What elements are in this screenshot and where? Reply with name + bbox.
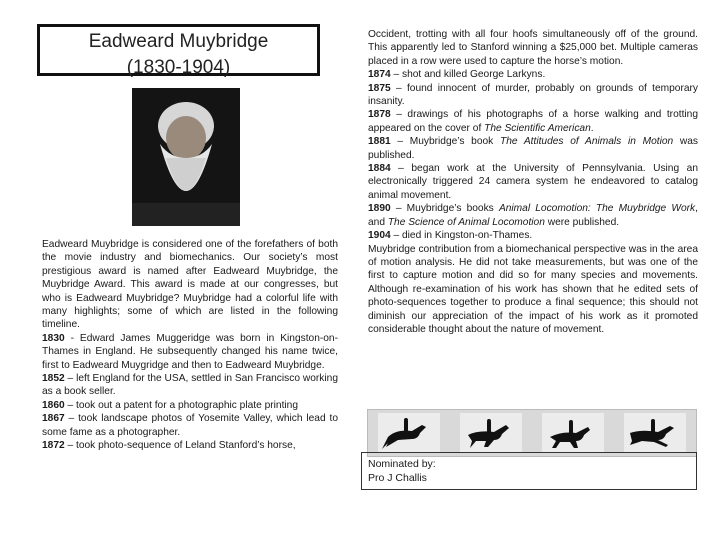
- intro-paragraph: Eadweard Muybridge is considered one of the forefathers of both the movie industry and biomechanics. Our society’s most prestigious award is named after Eadweard Muybridge, the Muybridge Award. This award is made at our congresses, but who is Eadweard Muybridge? Muybridge had a colorful life with many highlights; some of which are listed in the following timeline.: [42, 239, 338, 331]
- title-name: Eadweard Muybridge: [88, 31, 269, 52]
- continuation-paragraph: Occident, trotting with all four hoofs simultaneously off of the ground. This apparently led to Stanford winning a $25,000 bet. Multiple cameras placed in a row were used to capture the horse’s motion.: [368, 29, 698, 67]
- timeline-entry: [42, 399, 338, 412]
- timeline-entry: [368, 229, 698, 242]
- timeline-entry: [368, 202, 698, 229]
- portrait-photo: [132, 88, 240, 226]
- timeline-entry: [42, 372, 338, 399]
- title-box: [37, 24, 320, 76]
- horse-rider-icon: [378, 413, 440, 453]
- closing-paragraph: Muybridge contribution from a biomechanical perspective was in the area of motion analysis. He did not take measurements, but was one of the first to capture motion and did so for many species and movements. Although re-examination of his work has shown that he edited sets of photo-sequences together to produce a final sequence; this should not diminish our appreciation of the impact of his work as it promoted considerable thought about the nature of movement.: [368, 243, 698, 335]
- timeline-italic: The Attitudes of Animals in Motion: [499, 136, 674, 148]
- timeline-year: 1875: [368, 82, 391, 94]
- timeline-entry: [42, 412, 338, 439]
- timeline-text: – Muybridge’s books: [390, 203, 499, 215]
- horse-rider-icon: [624, 413, 686, 453]
- timeline-italic-2: The Science of Animal Locomotion: [387, 216, 545, 228]
- timeline-italic: The Scientific American: [484, 122, 591, 134]
- timeline-text: – Muybridge’s book: [390, 136, 500, 148]
- horse-frame: [378, 413, 440, 453]
- timeline-year: 1867: [42, 413, 65, 425]
- timeline-year: 1874: [368, 69, 391, 81]
- horse-rider-icon: [460, 413, 522, 453]
- timeline-text: – found innocent of murder, probably on grounds of temporary insanity.: [368, 82, 698, 108]
- timeline-entry: [368, 68, 698, 81]
- timeline-year: 1872: [42, 440, 65, 452]
- timeline-entry: [368, 108, 698, 135]
- timeline-year: 1890: [368, 203, 391, 215]
- horse-frame: [542, 413, 604, 453]
- timeline-year: 1881: [368, 136, 391, 148]
- timeline-text-after: , and: [368, 203, 698, 228]
- timeline-text-after-2: were published.: [544, 216, 620, 228]
- horse-frame: [460, 413, 522, 453]
- timeline-year: 1878: [368, 109, 391, 121]
- timeline-text: – began work at the University of Pennsylvania. Using an electronically triggered 24 camera system he endeavored to catalog animal movement.: [368, 163, 698, 201]
- timeline-year: 1860: [42, 399, 65, 411]
- timeline-text: – drawings of his photographs of a horse walking and trotting appeared on the cover of: [368, 109, 698, 134]
- horse-rider-icon: [542, 413, 604, 453]
- right-column-text: [368, 28, 698, 336]
- timeline-entry: [368, 135, 698, 162]
- horse-photo-sequence: [367, 409, 697, 457]
- timeline-year: 1830: [42, 332, 65, 344]
- timeline-text-after: .: [590, 122, 594, 134]
- timeline-text: – left England for the USA, settled in San Francisco working as a book seller.: [42, 373, 338, 398]
- timeline-text: - Edward James Muggeridge was born in Kingston-on-Thames in England. He subsequently changed his name twice, first to Eadweard Muygridge and then to Eadweard Muybridge.: [42, 332, 338, 371]
- nomination-box: [361, 452, 697, 490]
- timeline-text: – took landscape photos of Yosemite Valley, which lead to some fame as a photographer.: [42, 413, 338, 438]
- left-column-text: [42, 238, 338, 453]
- timeline-year: 1884: [368, 163, 391, 175]
- timeline-text: – took photo-sequence of Leland Stanford’s horse,: [64, 440, 296, 452]
- timeline-entry: [368, 162, 698, 202]
- horse-frame: [624, 413, 686, 453]
- title-years: (1830-1904): [126, 57, 231, 78]
- timeline-italic: Animal Locomotion: The Muybridge Work: [498, 203, 696, 215]
- timeline-year: 1852: [42, 373, 65, 385]
- timeline-year: 1904: [368, 230, 391, 242]
- timeline-entry: [42, 332, 338, 372]
- portrait-illustration: [132, 88, 240, 226]
- timeline-entry: [368, 82, 698, 109]
- timeline-text: – took out a patent for a photographic plate printing: [64, 399, 299, 411]
- timeline-entry: [42, 439, 338, 452]
- timeline-text-after: was published.: [368, 136, 698, 161]
- timeline-text: – shot and killed George Larkyns.: [390, 69, 546, 81]
- nomination-label: Nominated by:: [368, 458, 436, 470]
- timeline-text: – died in Kingston-on-Thames.: [390, 230, 533, 242]
- nomination-name: Pro J Challis: [368, 472, 427, 484]
